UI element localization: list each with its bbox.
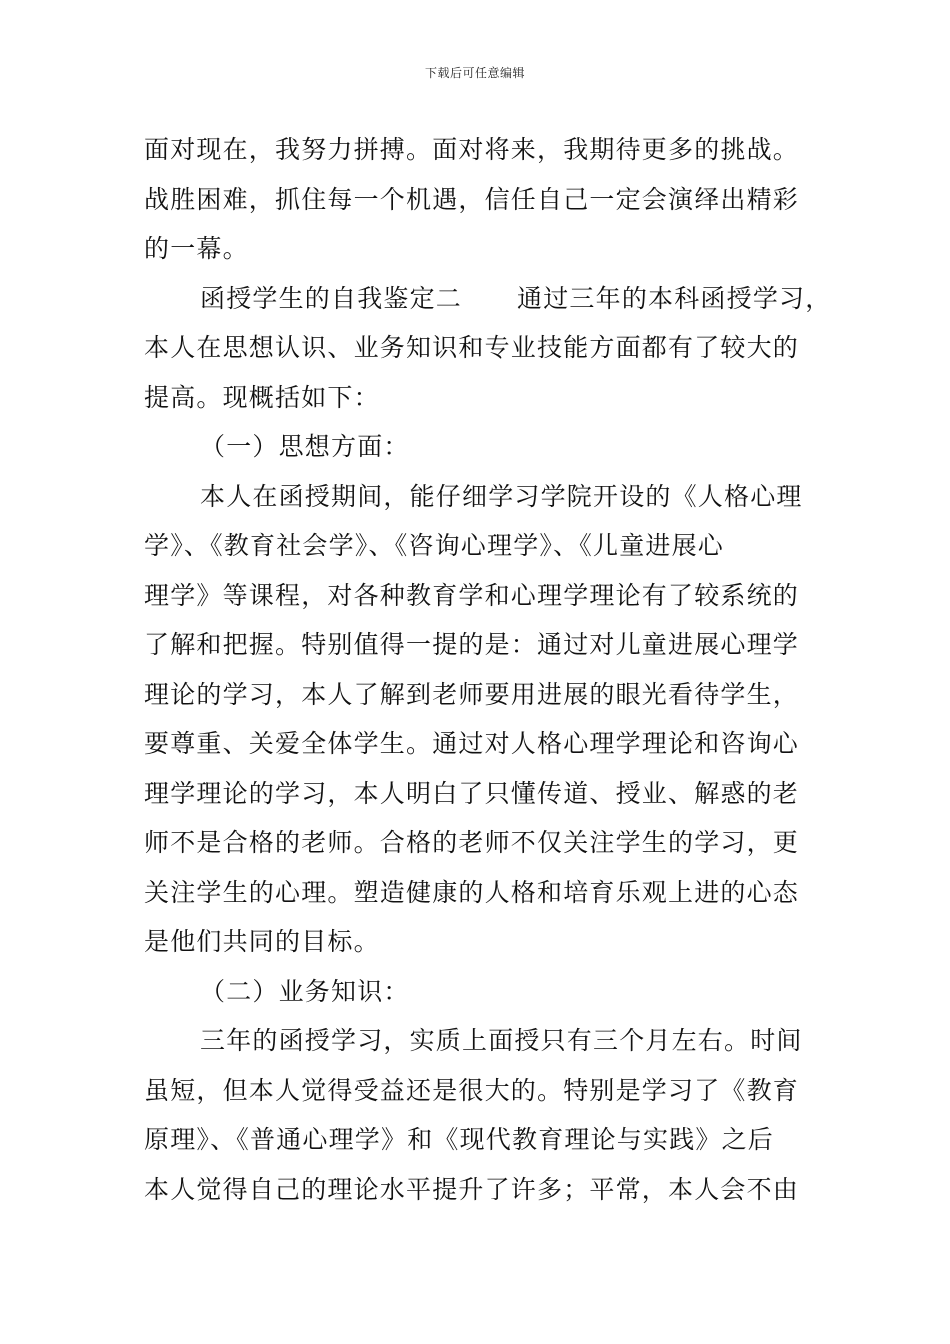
- subsection-heading: （二）业务知识：: [200, 976, 410, 1006]
- text-line: 理论的学习，本人了解到老师要用进展的眼光看待学生，: [144, 679, 800, 709]
- text-line: 原理》、《普通心理学》和《现代教育理论与实践》之后: [144, 1125, 775, 1154]
- text-line: 本人觉得自己的理论水平提升了许多；平常，本人会不由: [144, 1174, 800, 1204]
- text-line: 虽短，但本人觉得受益还是很大的。特别是学习了《教育: [144, 1075, 800, 1105]
- text-line: 学》、《教育社会学》、《咨询心理学》、《儿童进展心: [144, 531, 725, 560]
- text-line: 理学》等课程，对各种教育学和心理学理论有了较系统的: [144, 580, 800, 610]
- text-line: 面对现在，我努力拼搏。面对将来，我期待更多的挑战。: [144, 135, 800, 164]
- section-heading-line: [144, 274, 832, 324]
- text-line: 战胜困难，抓住每一个机遇，信任自己一定会演绎出精彩: [144, 184, 800, 214]
- text-line: 了解和把握。特别值得一提的是：通过对儿童进展心理学: [144, 630, 800, 659]
- text-line: 本人在思想认识、业务知识和专业技能方面都有了较大的: [144, 333, 800, 362]
- subsection-heading: （一）思想方面：: [200, 432, 410, 461]
- text-line: 理学理论的学习，本人明白了只懂传道、授业、解惑的老: [144, 778, 800, 808]
- text-line: 通过三年的本科函授学习，: [517, 283, 832, 313]
- text-line: 要尊重、关爱全体学生。通过对人格心理学理论和咨询心: [144, 729, 800, 758]
- text-line: 提高。现概括如下：: [144, 382, 380, 412]
- document-body: [144, 125, 832, 1214]
- text-line: 的一幕。: [144, 234, 249, 263]
- text-line: 三年的函授学习，实质上面授只有三个月左右。时间: [200, 1026, 803, 1055]
- text-line: 是他们共同的目标。: [144, 927, 380, 956]
- section-title: 函授学生的自我鉴定二: [200, 283, 463, 313]
- text-line: 本人在函授期间，能仔细学习学院开设的《人格心理: [200, 481, 803, 511]
- download-note: 下载后可任意编辑: [424, 66, 525, 80]
- text-line: 关注学生的心理。塑造健康的人格和培育乐观上进的心态: [144, 877, 800, 907]
- text-line: 师不是合格的老师。合格的老师不仅关注学生的学习，更: [144, 828, 800, 857]
